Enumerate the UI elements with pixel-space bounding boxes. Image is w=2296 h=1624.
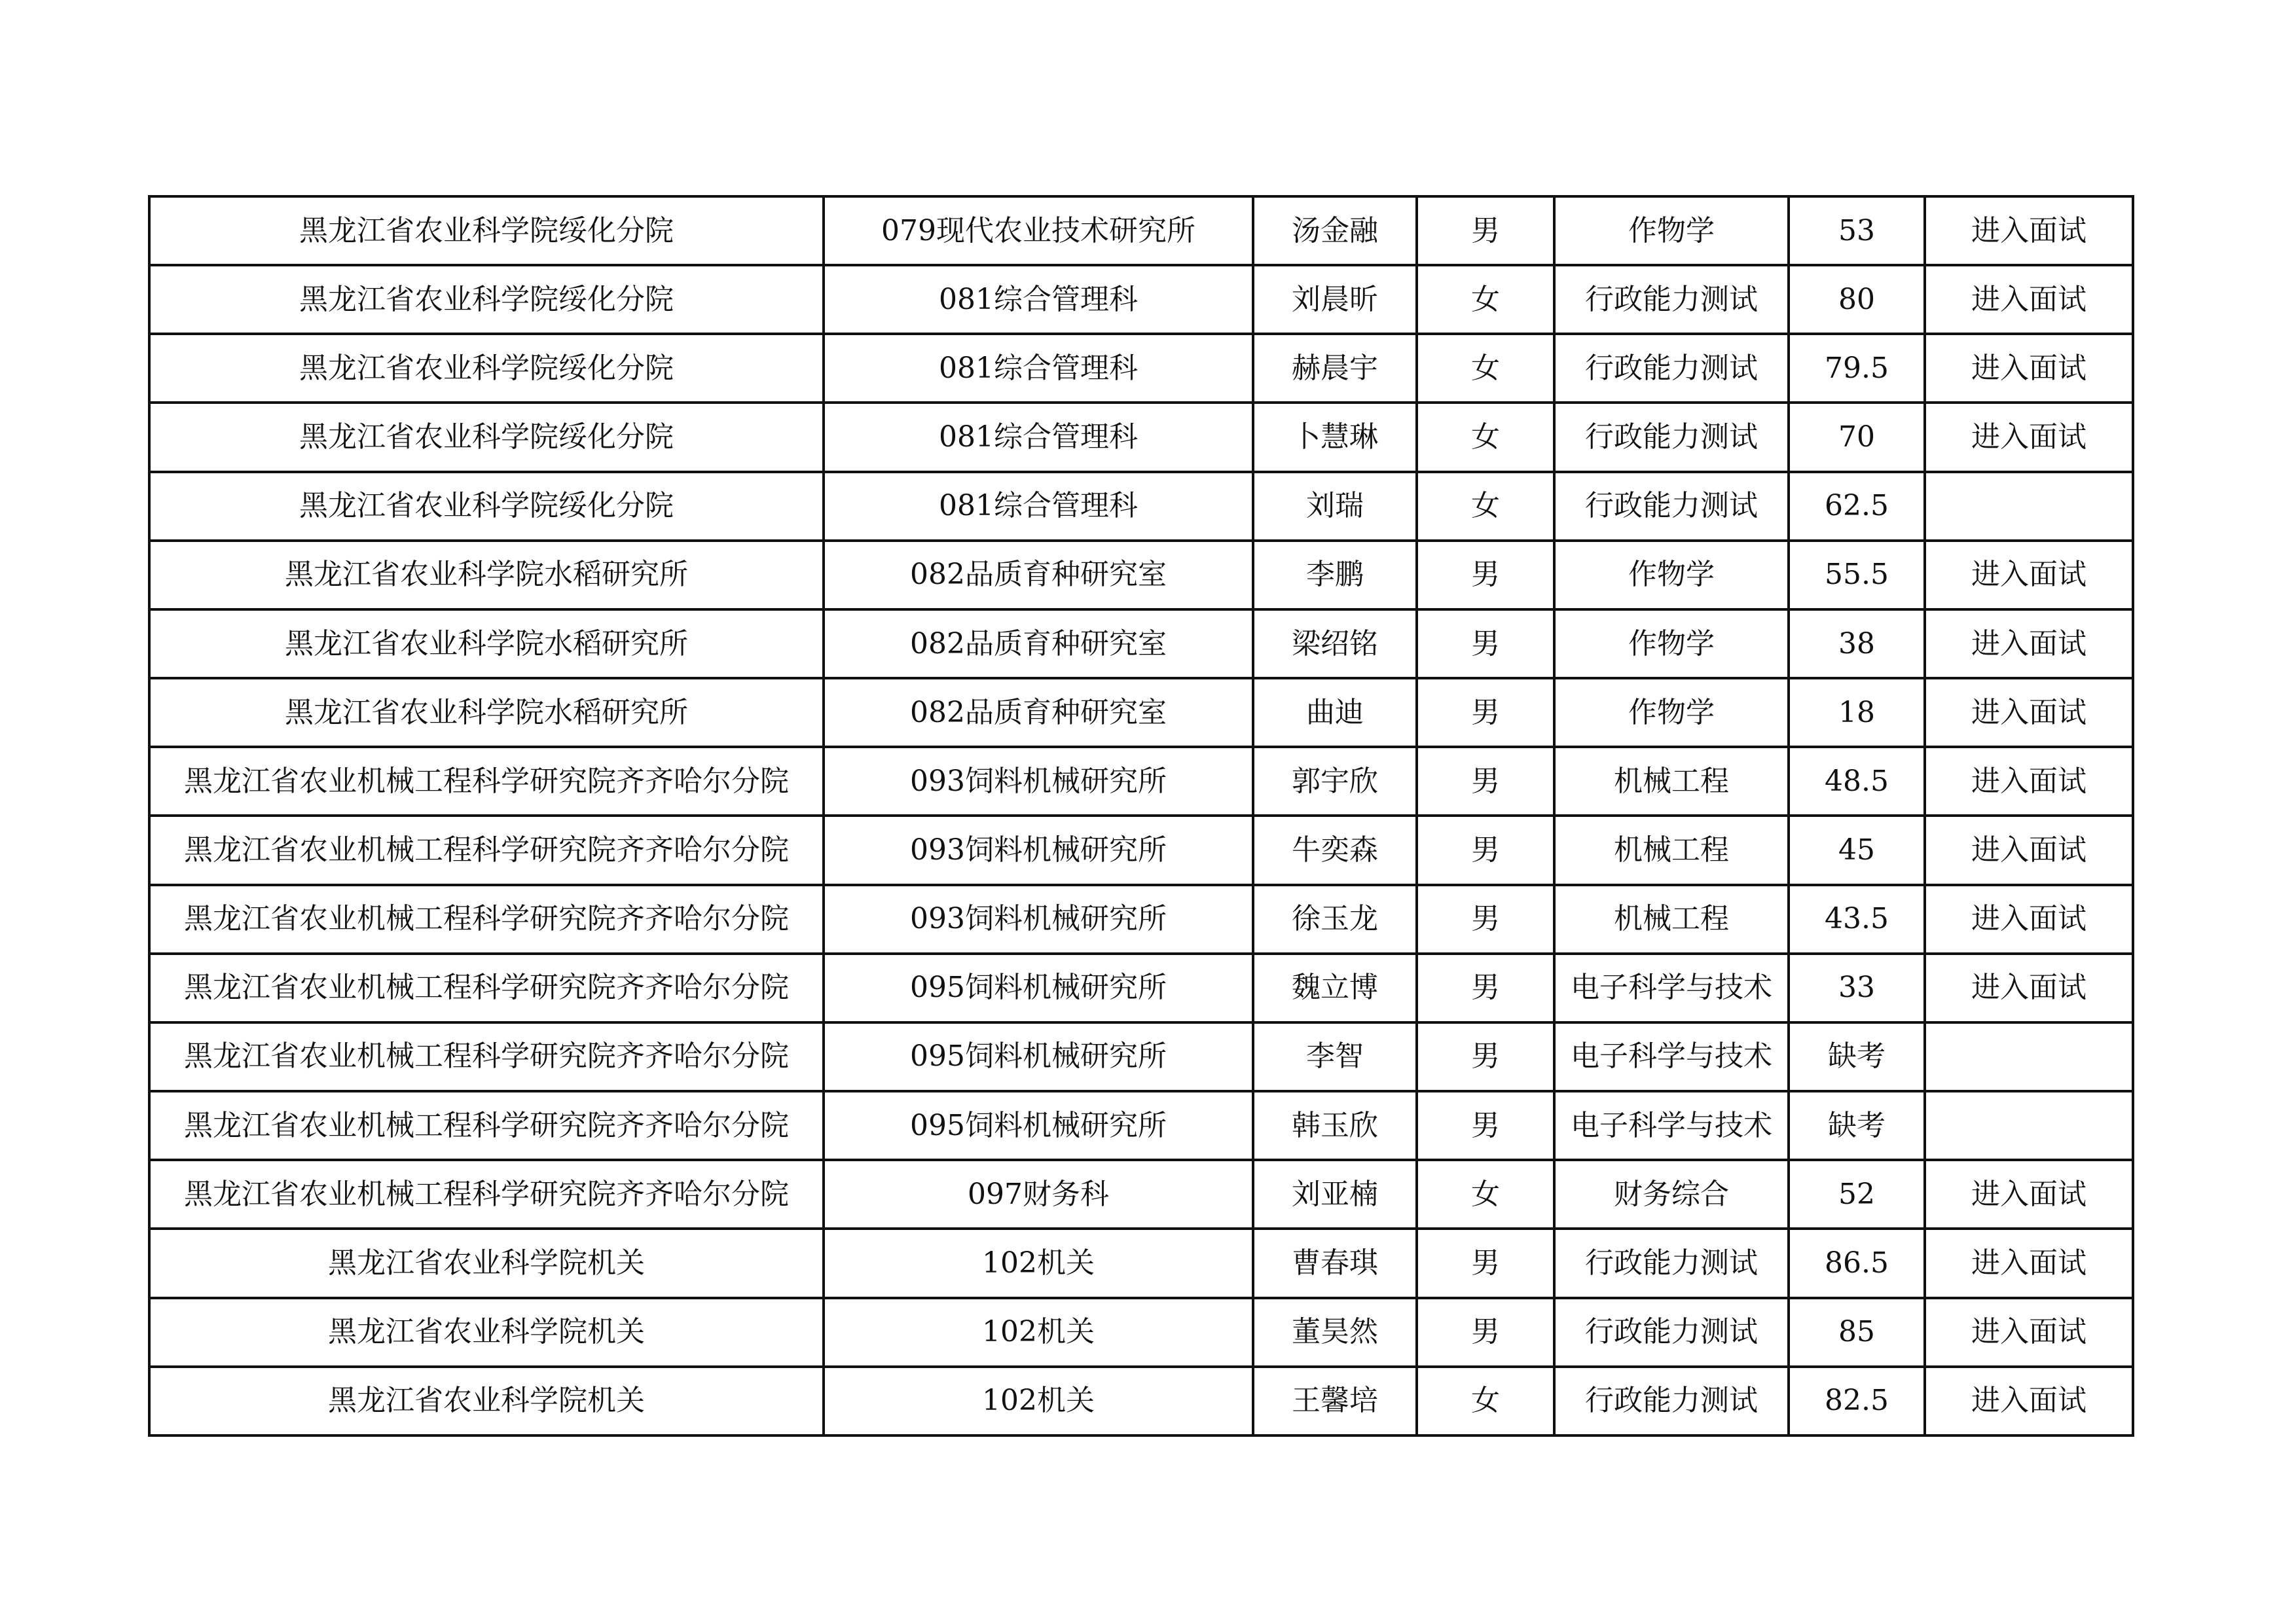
subject-cell: 作物学 [1554, 678, 1789, 747]
subject-cell: 行政能力测试 [1554, 1229, 1789, 1297]
table-row [149, 885, 2133, 954]
table-row [149, 265, 2133, 334]
name-cell: 梁绍铭 [1253, 609, 1417, 678]
result-cell: 进入面试 [1925, 265, 2133, 334]
table-row [149, 1298, 2133, 1367]
table-row [149, 1160, 2133, 1229]
score-cell: 70 [1789, 403, 1925, 471]
score-cell: 62.5 [1789, 472, 1925, 541]
name-cell: 卜慧琳 [1253, 403, 1417, 471]
table-row [149, 541, 2133, 609]
table-row [149, 1229, 2133, 1297]
name-cell: 李鹏 [1253, 541, 1417, 609]
position-cell: 097财务科 [824, 1160, 1253, 1229]
table-row [149, 1367, 2133, 1435]
score-cell: 缺考 [1789, 1091, 1925, 1160]
score-cell: 55.5 [1789, 541, 1925, 609]
unit-cell: 黑龙江省农业科学院绥化分院 [149, 265, 824, 334]
gender-cell: 男 [1417, 541, 1554, 609]
unit-cell: 黑龙江省农业科学院绥化分院 [149, 334, 824, 403]
results-table [148, 195, 2134, 1437]
position-cell: 102机关 [824, 1229, 1253, 1297]
result-cell: 进入面试 [1925, 334, 2133, 403]
score-cell: 43.5 [1789, 885, 1925, 954]
gender-cell: 男 [1417, 954, 1554, 1022]
unit-cell: 黑龙江省农业科学院水稻研究所 [149, 541, 824, 609]
table-row [149, 747, 2133, 816]
name-cell: 王馨培 [1253, 1367, 1417, 1435]
unit-cell: 黑龙江省农业科学院绥化分院 [149, 196, 824, 265]
table-row [149, 196, 2133, 265]
result-cell: 进入面试 [1925, 403, 2133, 471]
table-row [149, 816, 2133, 884]
table-row [149, 403, 2133, 471]
table-row [149, 472, 2133, 541]
gender-cell: 男 [1417, 1091, 1554, 1160]
table-row [149, 1091, 2133, 1160]
subject-cell: 机械工程 [1554, 747, 1789, 816]
position-cell: 095饲料机械研究所 [824, 954, 1253, 1022]
unit-cell: 黑龙江省农业科学院机关 [149, 1367, 824, 1435]
gender-cell: 女 [1417, 334, 1554, 403]
result-cell: 进入面试 [1925, 541, 2133, 609]
unit-cell: 黑龙江省农业科学院绥化分院 [149, 472, 824, 541]
subject-cell: 电子科学与技术 [1554, 954, 1789, 1022]
unit-cell: 黑龙江省农业科学院水稻研究所 [149, 678, 824, 747]
result-cell: 进入面试 [1925, 678, 2133, 747]
name-cell: 牛奕森 [1253, 816, 1417, 884]
name-cell: 郭宇欣 [1253, 747, 1417, 816]
gender-cell: 男 [1417, 816, 1554, 884]
gender-cell: 女 [1417, 265, 1554, 334]
gender-cell: 男 [1417, 1229, 1554, 1297]
name-cell: 赫晨宇 [1253, 334, 1417, 403]
name-cell: 徐玉龙 [1253, 885, 1417, 954]
gender-cell: 男 [1417, 747, 1554, 816]
subject-cell: 行政能力测试 [1554, 472, 1789, 541]
subject-cell: 机械工程 [1554, 816, 1789, 884]
unit-cell: 黑龙江省农业机械工程科学研究院齐齐哈尔分院 [149, 1091, 824, 1160]
name-cell: 曹春琪 [1253, 1229, 1417, 1297]
name-cell: 董昊然 [1253, 1298, 1417, 1367]
score-cell: 33 [1789, 954, 1925, 1022]
score-cell: 85 [1789, 1298, 1925, 1367]
subject-cell: 行政能力测试 [1554, 1367, 1789, 1435]
subject-cell: 行政能力测试 [1554, 1298, 1789, 1367]
unit-cell: 黑龙江省农业机械工程科学研究院齐齐哈尔分院 [149, 1160, 824, 1229]
subject-cell: 行政能力测试 [1554, 265, 1789, 334]
name-cell: 刘亚楠 [1253, 1160, 1417, 1229]
table-row [149, 954, 2133, 1022]
subject-cell: 电子科学与技术 [1554, 1022, 1789, 1091]
unit-cell: 黑龙江省农业机械工程科学研究院齐齐哈尔分院 [149, 954, 824, 1022]
position-cell: 093饲料机械研究所 [824, 747, 1253, 816]
unit-cell: 黑龙江省农业科学院绥化分院 [149, 403, 824, 471]
result-cell: 进入面试 [1925, 1229, 2133, 1297]
gender-cell: 男 [1417, 1022, 1554, 1091]
table-row [149, 1022, 2133, 1091]
gender-cell: 男 [1417, 885, 1554, 954]
name-cell: 汤金融 [1253, 196, 1417, 265]
subject-cell: 行政能力测试 [1554, 334, 1789, 403]
unit-cell: 黑龙江省农业科学院水稻研究所 [149, 609, 824, 678]
score-cell: 86.5 [1789, 1229, 1925, 1297]
position-cell: 093饲料机械研究所 [824, 816, 1253, 884]
result-cell: 进入面试 [1925, 816, 2133, 884]
result-cell: 进入面试 [1925, 747, 2133, 816]
subject-cell: 作物学 [1554, 609, 1789, 678]
score-cell: 82.5 [1789, 1367, 1925, 1435]
position-cell: 082品质育种研究室 [824, 678, 1253, 747]
position-cell: 102机关 [824, 1298, 1253, 1367]
position-cell: 081综合管理科 [824, 265, 1253, 334]
subject-cell: 作物学 [1554, 541, 1789, 609]
gender-cell: 男 [1417, 609, 1554, 678]
position-cell: 079现代农业技术研究所 [824, 196, 1253, 265]
subject-cell: 作物学 [1554, 196, 1789, 265]
score-cell: 52 [1789, 1160, 1925, 1229]
name-cell: 韩玉欣 [1253, 1091, 1417, 1160]
gender-cell: 男 [1417, 196, 1554, 265]
unit-cell: 黑龙江省农业机械工程科学研究院齐齐哈尔分院 [149, 816, 824, 884]
score-cell: 缺考 [1789, 1022, 1925, 1091]
table-row [149, 609, 2133, 678]
gender-cell: 女 [1417, 1160, 1554, 1229]
name-cell: 曲迪 [1253, 678, 1417, 747]
name-cell: 刘晨昕 [1253, 265, 1417, 334]
gender-cell: 女 [1417, 472, 1554, 541]
name-cell: 魏立博 [1253, 954, 1417, 1022]
table-row [149, 678, 2133, 747]
score-cell: 38 [1789, 609, 1925, 678]
score-cell: 79.5 [1789, 334, 1925, 403]
gender-cell: 女 [1417, 1367, 1554, 1435]
unit-cell: 黑龙江省农业机械工程科学研究院齐齐哈尔分院 [149, 1022, 824, 1091]
gender-cell: 男 [1417, 678, 1554, 747]
unit-cell: 黑龙江省农业机械工程科学研究院齐齐哈尔分院 [149, 747, 824, 816]
subject-cell: 财务综合 [1554, 1160, 1789, 1229]
name-cell: 李智 [1253, 1022, 1417, 1091]
gender-cell: 女 [1417, 403, 1554, 471]
position-cell: 102机关 [824, 1367, 1253, 1435]
score-cell: 18 [1789, 678, 1925, 747]
result-cell [1925, 1022, 2133, 1091]
position-cell: 082品质育种研究室 [824, 541, 1253, 609]
unit-cell: 黑龙江省农业科学院机关 [149, 1229, 824, 1297]
position-cell: 095饲料机械研究所 [824, 1091, 1253, 1160]
score-cell: 53 [1789, 196, 1925, 265]
position-cell: 082品质育种研究室 [824, 609, 1253, 678]
result-cell: 进入面试 [1925, 1160, 2133, 1229]
unit-cell: 黑龙江省农业机械工程科学研究院齐齐哈尔分院 [149, 885, 824, 954]
result-cell: 进入面试 [1925, 885, 2133, 954]
position-cell: 081综合管理科 [824, 403, 1253, 471]
table-row [149, 334, 2133, 403]
score-cell: 80 [1789, 265, 1925, 334]
result-cell: 进入面试 [1925, 609, 2133, 678]
score-cell: 45 [1789, 816, 1925, 884]
unit-cell: 黑龙江省农业科学院机关 [149, 1298, 824, 1367]
result-cell: 进入面试 [1925, 1367, 2133, 1435]
subject-cell: 机械工程 [1554, 885, 1789, 954]
result-cell: 进入面试 [1925, 196, 2133, 265]
result-cell: 进入面试 [1925, 954, 2133, 1022]
score-cell: 48.5 [1789, 747, 1925, 816]
result-cell [1925, 1091, 2133, 1160]
position-cell: 081综合管理科 [824, 472, 1253, 541]
subject-cell: 行政能力测试 [1554, 403, 1789, 471]
gender-cell: 男 [1417, 1298, 1554, 1367]
position-cell: 081综合管理科 [824, 334, 1253, 403]
position-cell: 093饲料机械研究所 [824, 885, 1253, 954]
subject-cell: 电子科学与技术 [1554, 1091, 1789, 1160]
result-cell [1925, 472, 2133, 541]
table-body [149, 196, 2133, 1435]
name-cell: 刘瑞 [1253, 472, 1417, 541]
result-cell: 进入面试 [1925, 1298, 2133, 1367]
position-cell: 095饲料机械研究所 [824, 1022, 1253, 1091]
